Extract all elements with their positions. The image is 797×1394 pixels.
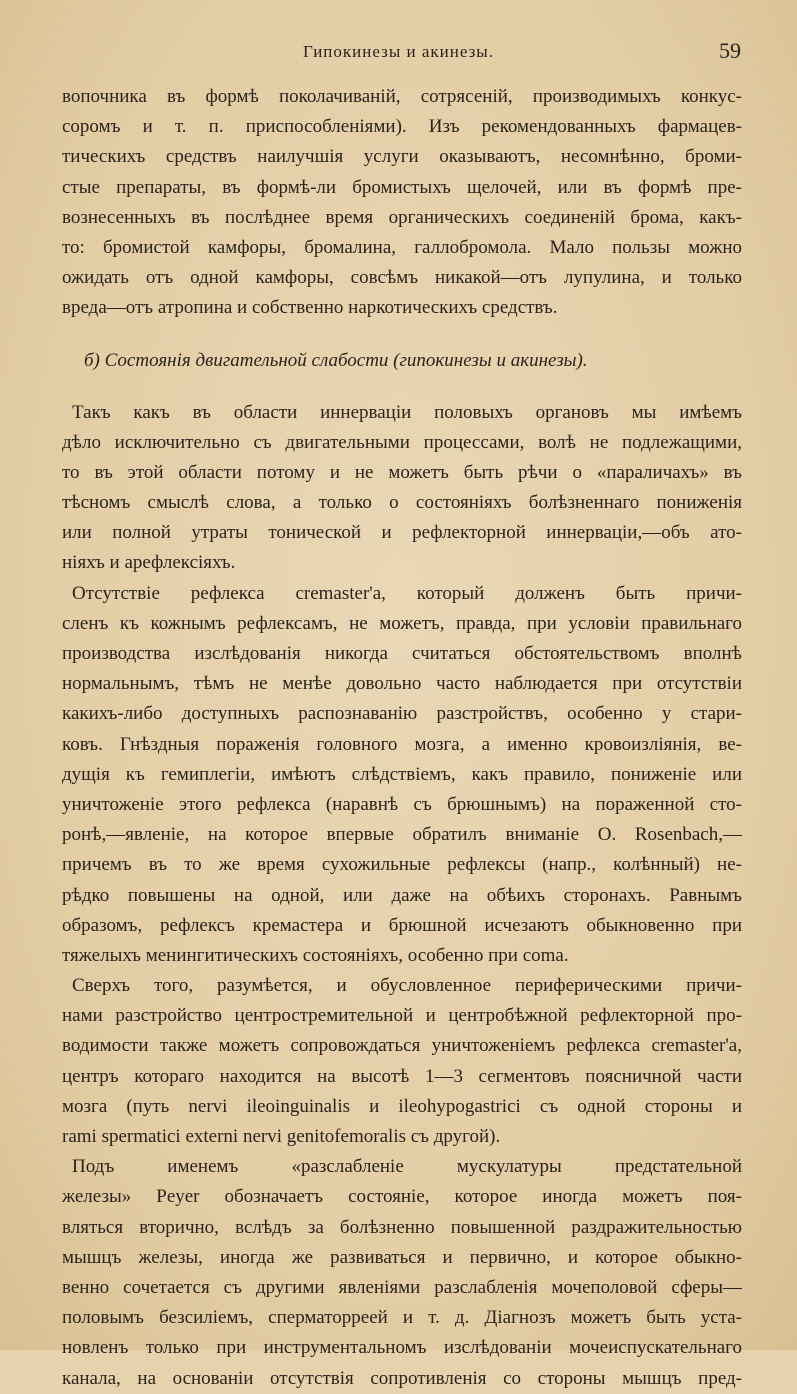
text-line: ніяхъ и арефлексіяхъ. (62, 552, 236, 574)
text-line: водимости также можетъ сопровождаться уничтоженіемъ рефлекса cremaster'а, (62, 1035, 742, 1057)
text-line: вляться вторично, вслѣдъ за болѣзненно повышенной раздражительностью (62, 1216, 742, 1238)
text-line: мышцъ железы, иногда же развиваться и первично, и которое обыкно- (62, 1246, 742, 1268)
paragraph-2 (62, 398, 742, 579)
text-line: рѣдко повышены на одной, или даже на обѣихъ сторонахъ. Равнымъ (62, 884, 742, 906)
text-line: тяжелыхъ менингитическихъ состояніяхъ, особенно при coma. (62, 944, 569, 966)
text-line: венно сочетается съ другими явленіями разслабленія мочеполовой сферы— (62, 1276, 742, 1298)
text-line: Сверхъ того, разумѣется, и обусловленное периферическими причи- (72, 975, 742, 997)
text-line: Подъ именемъ «разслабленіе мускулатуры предстательной (72, 1156, 742, 1178)
running-title: Гипокинезы и акинезы. (303, 42, 494, 61)
text-line: сленъ къ кожнымъ рефлексамъ, не можетъ, правда, при условіи правильнаго (62, 612, 742, 634)
paragraph-4 (62, 971, 742, 1152)
section-subheading: б) Состоянія двигательной слабости (гипокинезы и акинезы). (84, 349, 588, 371)
text-line: ожидать отъ одной камфоры, совсѣмъ никакой—отъ лупулина, и только (62, 267, 742, 289)
text-line: то: бромистой камфоры, бромалина, галлобромола. Мало пользы можно (62, 236, 742, 258)
text-line: Отсутствіе рефлекса cremaster'а, который долженъ быть причи- (72, 582, 742, 604)
text-line: тѣсномъ смыслѣ слова, а только о состояніяхъ болѣзненнаго пониженія (62, 492, 742, 514)
text-line: тическихъ средствъ наилучшія услуги оказываютъ, несомнѣнно, броми- (62, 146, 742, 168)
text-line: rami spermatici externi nervi genitofemoralis съ другой). (62, 1126, 501, 1147)
text-line: ронѣ,—явленіе, на которое впервые обратилъ вниманіе O. Rosenbach,— (62, 824, 742, 846)
text-line: вреда—отъ атропина и собственно наркотическихъ средствъ. (62, 297, 558, 319)
text-line: вознесенныхъ въ послѣднее время органическихъ соединеній брома, какъ- (62, 206, 742, 228)
text-line: мозга (путь nervi ileoinguinalis и ileohypogastrici съ одной стороны и (62, 1095, 742, 1117)
paragraph-3 (62, 579, 742, 971)
text-line: ковъ. Гнѣздныя пораженія головного мозга, а именно кровоизліянія, ве- (62, 733, 742, 755)
text-line: канала, на основаніи отсутствія сопротивленія со стороны мышцъ пред- (62, 1367, 742, 1389)
text-line: половымъ безсиліемъ, сперматорреей и т. д. Діагнозъ можетъ быть уста- (62, 1307, 742, 1329)
text-line: нормальнымъ, тѣмъ не менѣе довольно часто наблюдается при отсутствіи (62, 673, 742, 695)
text-line: дущія къ гемиплегіи, имѣютъ слѣдствіемъ, какъ правило, пониженіе или (62, 763, 742, 785)
text-line: вопочника въ формѣ поколачиваній, сотрясеній, производимыхъ конкус- (62, 86, 742, 107)
text-line: уничтоженіе этого рефлекса (наравнѣ съ брюшнымъ) на пораженной сто- (62, 793, 742, 815)
page-number: 59 (719, 38, 741, 63)
text-line: или полной утраты тонической и рефлекторной иннерваціи,—объ ато- (62, 522, 742, 544)
text-line: производства изслѣдованія никогда считаться обстоятельствомъ вполнѣ (62, 643, 742, 664)
text-line: нами разстройство центростремительной и центробѣжной рефлекторной про- (62, 1005, 742, 1027)
text-line: причемъ въ то же время сухожильные рефлексы (напр., колѣнный) не- (62, 854, 742, 876)
text-line: образомъ, рефлексъ кремастера и брюшной исчезаютъ обыкновенно при (62, 914, 742, 936)
text-line: соромъ и т. п. приспособленіями). Изъ рекомендованныхъ фармацев- (62, 116, 742, 138)
text-line: какихъ-либо доступныхъ распознаванію разстройствъ, особенно у стари- (62, 703, 742, 725)
text-line: новленъ только при инструментальномъ изслѣдованіи мочеиспускательнаго (62, 1337, 742, 1359)
running-header (0, 38, 797, 68)
text-line: Такъ какъ въ области иннерваціи половыхъ органовъ мы имѣемъ (72, 401, 742, 423)
paragraph-1 (62, 82, 742, 324)
body-text (62, 82, 742, 1394)
text-line: стые препараты, въ формѣ-ли бромистыхъ щелочей, или въ формѣ пре- (62, 176, 742, 198)
paragraph-5 (62, 1152, 742, 1394)
text-line: дѣло исключительно съ двигательными процессами, волѣ не подлежащими, (62, 431, 742, 453)
text-line: железы» Peyer обозначаетъ состояніе, которое иногда можетъ поя- (62, 1186, 742, 1208)
text-line: то въ этой области потому и не можетъ быть рѣчи о «параличахъ» въ (62, 461, 742, 483)
text-line: центръ котораго находится на высотѣ 1—3 сегментовъ поясничной части (62, 1065, 742, 1087)
